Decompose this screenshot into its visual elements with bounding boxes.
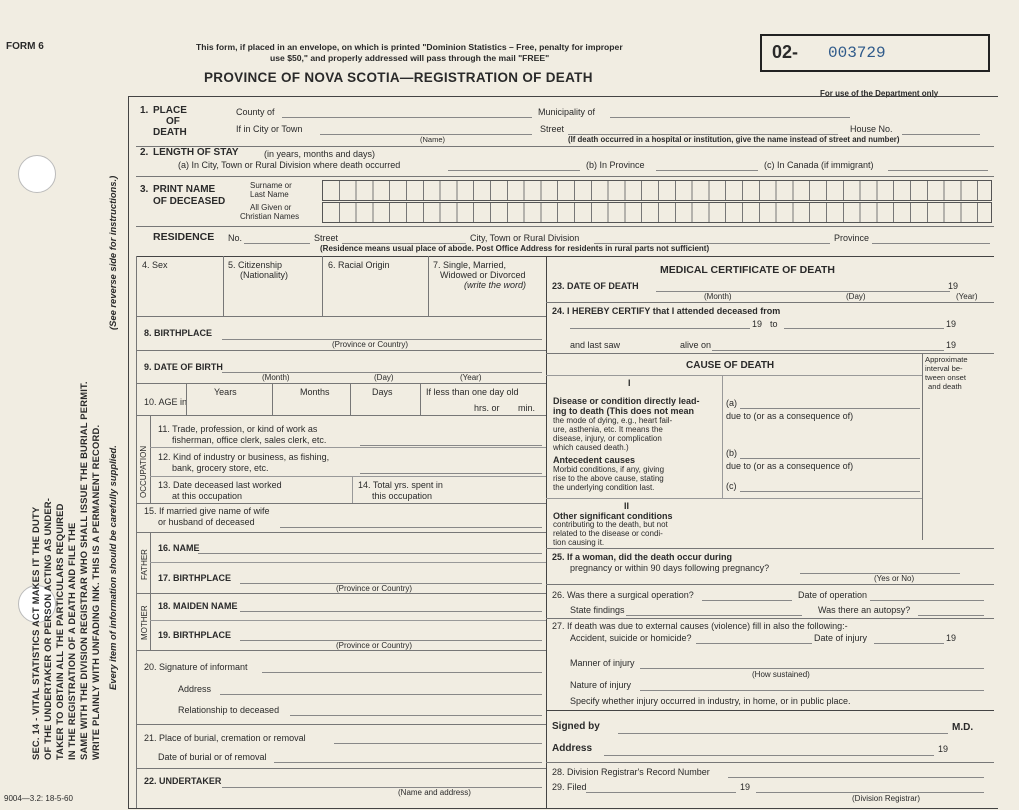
injury-date-label: Date of injury bbox=[814, 633, 868, 643]
physician-address-year: 19 bbox=[938, 744, 949, 754]
disease-label-2: ing to death (This does not mean bbox=[553, 406, 695, 416]
antecedent-label-2: Morbid conditions, if any, giving bbox=[553, 465, 665, 474]
cause-c-label: (c) bbox=[726, 481, 737, 491]
house-no-label: House No. bbox=[850, 124, 893, 134]
signed-by-label: Signed by bbox=[552, 721, 600, 732]
dod-year-caption: (Year) bbox=[956, 292, 978, 301]
other-label-2: contributing to the death, but not bbox=[553, 520, 668, 529]
other-label-3: related to the disease or condi- bbox=[553, 529, 663, 538]
trade-label-1: 11. Trade, profession, or kind of work as bbox=[158, 424, 318, 434]
place-label-3: DEATH bbox=[153, 127, 187, 138]
form-label: FORM 6 bbox=[6, 41, 44, 52]
registration-number: 003729 bbox=[828, 44, 886, 62]
father-name-label: 16. NAME bbox=[158, 543, 200, 553]
residence-city-label: City, Town or Rural Division bbox=[470, 233, 580, 243]
given-label-2: Christian Names bbox=[240, 212, 300, 221]
mother-label: MOTHER bbox=[140, 605, 149, 640]
state-findings-label: State findings bbox=[570, 605, 625, 615]
age-years-label: Years bbox=[214, 387, 237, 397]
dob-label: 9. DATE OF BIRTH bbox=[144, 362, 223, 372]
department-use: For use of the Department only bbox=[820, 89, 939, 98]
hrs-label: hrs. or bbox=[474, 403, 500, 413]
sex-label: 4. Sex bbox=[142, 260, 168, 270]
roman-two: II bbox=[624, 501, 630, 511]
other-label-1: Other significant conditions bbox=[553, 511, 673, 521]
undertaker-caption: (Name and address) bbox=[398, 788, 471, 797]
woman-label-2: pregnancy or within 90 days following pregnancy? bbox=[570, 563, 770, 573]
envelope-note-2: use $50," and properly addressed will pass through the mail "FREE" bbox=[270, 53, 550, 63]
injury-year-prefix: 19 bbox=[946, 633, 957, 643]
birthplace-label: 8. BIRTHPLACE bbox=[144, 328, 213, 338]
trade-label-2: fisherman, office clerk, sales clerk, etc. bbox=[172, 435, 327, 445]
place-num: 1. bbox=[140, 105, 149, 116]
total-years-label-1: 14. Total yrs. spent in bbox=[358, 480, 443, 490]
dob-day-caption: (Day) bbox=[374, 373, 394, 382]
age-label: 10. AGE in bbox=[144, 397, 188, 407]
division-registrar-caption: (Division Registrar) bbox=[852, 794, 921, 803]
yes-no-caption: (Yes or No) bbox=[874, 574, 915, 583]
surname-label-2: Last Name bbox=[250, 190, 289, 199]
mother-birthplace-label: 19. BIRTHPLACE bbox=[158, 630, 232, 640]
residence-street-label: Street bbox=[314, 233, 339, 243]
envelope-note-1: This form, if placed in an envelope, on which is printed "Dominion Statistics – Free, penalty for improper bbox=[196, 42, 623, 52]
last-worked-label-2: at this occupation bbox=[172, 491, 243, 501]
stay-a-label: (a) In City, Town or Rural Division where death occurred bbox=[178, 160, 401, 170]
dod-month-caption: (Month) bbox=[704, 292, 732, 301]
interval-label-4: and death bbox=[928, 382, 962, 391]
last-saw-year: 19 bbox=[946, 340, 957, 350]
hospital-note: (If death occurred in a hospital or institution, give the name instead of street and number) bbox=[568, 135, 900, 144]
industry-label-1: 12. Kind of industry or business, as fishing, bbox=[158, 452, 330, 462]
city-town-label: If in City or Town bbox=[236, 124, 303, 134]
total-years-label-2: this occupation bbox=[372, 491, 433, 501]
maiden-name-label: 18. MAIDEN NAME bbox=[158, 601, 238, 611]
cause-a-label: (a) bbox=[726, 398, 737, 408]
father-birthplace-label: 17. BIRTHPLACE bbox=[158, 573, 232, 583]
wife-label-1: 15. If married give name of wife bbox=[144, 506, 270, 516]
md-label: M.D. bbox=[952, 722, 974, 733]
registration-number-box bbox=[760, 34, 990, 72]
residence-province-label: Province bbox=[834, 233, 870, 243]
marital-label-2: Widowed or Divorced bbox=[440, 270, 526, 280]
wife-label-2: or husband of deceased bbox=[158, 517, 255, 527]
autopsy-label: Was there an autopsy? bbox=[818, 605, 911, 615]
disease-label-4: ure, asthenia, etc. It means the bbox=[553, 425, 663, 434]
racial-origin-label: 6. Racial Origin bbox=[328, 260, 390, 270]
record-number-label: 28. Division Registrar's Record Number bbox=[552, 767, 710, 777]
mother-birthplace-caption: (Province or Country) bbox=[336, 641, 413, 650]
side-instruction-3: TAKER TO OBTAIN ALL THE PARTICULARS REQUIRED bbox=[54, 503, 65, 760]
registration-prefix: 02- bbox=[772, 42, 799, 62]
min-label: min. bbox=[518, 403, 536, 413]
certify-year-to: 19 bbox=[946, 319, 957, 329]
due-to-a-label: due to (or as a consequence of) bbox=[726, 411, 854, 421]
certify-label: 24. I HEREBY CERTIFY that I attended deceased from bbox=[552, 306, 781, 316]
birthplace-caption: (Province or Country) bbox=[332, 340, 409, 349]
marital-label-1: 7. Single, Married, bbox=[433, 260, 507, 270]
interval-label-3: tween onset bbox=[925, 373, 966, 382]
last-worked-label-1: 13. Date deceased last worked bbox=[158, 480, 282, 490]
antecedent-label-4: the underlying condition last. bbox=[553, 483, 655, 492]
residence-label: RESIDENCE bbox=[153, 231, 215, 243]
father-label: FATHER bbox=[140, 549, 149, 580]
date-of-death-label: 23. DATE OF DEATH bbox=[552, 281, 639, 291]
citizenship-label: 5. Citizenship bbox=[228, 260, 283, 270]
side-note-reverse: (See reverse side for instructions.) bbox=[107, 175, 118, 330]
print-label-2: OF DECEASED bbox=[153, 196, 226, 207]
burial-date-label: Date of burial or of removal bbox=[158, 752, 267, 762]
age-days-label: Days bbox=[372, 387, 393, 397]
residence-no-label: No. bbox=[228, 233, 243, 243]
undertaker-label: 22. UNDERTAKER bbox=[144, 776, 222, 786]
interval-label-1: Approximate bbox=[925, 355, 968, 364]
punch-hole-top bbox=[18, 155, 56, 193]
certify-year-from: 19 bbox=[752, 319, 763, 329]
footer-code: 9004—3.2: 18-5-60 bbox=[4, 794, 73, 803]
dod-year-prefix: 19 bbox=[948, 281, 959, 291]
stay-c-label: (c) In Canada (if immigrant) bbox=[764, 160, 874, 170]
interval-label-2: interval be- bbox=[925, 364, 963, 373]
disease-label-6: which caused death.) bbox=[553, 443, 629, 452]
surgery-label: 26. Was there a surgical operation? bbox=[552, 590, 694, 600]
alive-on-label: alive on bbox=[680, 340, 712, 350]
side-instruction-2: OF THE UNDERTAKER OR PERSON ACTING AS UNDER- bbox=[42, 497, 53, 760]
stay-label: LENGTH OF STAY bbox=[153, 147, 239, 158]
due-to-b-label: due to (or as a consequence of) bbox=[726, 461, 854, 471]
side-instruction-6: WRITE PLAINLY WITH UNFADING INK. THIS IS A PERMANENT RECORD. bbox=[90, 424, 101, 760]
side-instruction-4: IN THE REGISTRATION OF A DEATH AND FILE THE bbox=[66, 522, 77, 760]
given-name-boxes bbox=[322, 202, 992, 223]
municipality-label: Municipality of bbox=[538, 107, 596, 117]
nature-label: Nature of injury bbox=[570, 680, 632, 690]
filed-year-prefix: 19 bbox=[740, 782, 751, 792]
informant-address-label: Address bbox=[178, 684, 212, 694]
accident-label: Accident, suicide or homicide? bbox=[570, 633, 692, 643]
stay-num: 2. bbox=[140, 147, 149, 158]
cause-b-label: (b) bbox=[726, 448, 737, 458]
disease-label-5: disease, injury, or complication bbox=[553, 434, 662, 443]
dob-year-caption: (Year) bbox=[460, 373, 482, 382]
disease-label-3: the mode of dying, e.g., heart fail- bbox=[553, 416, 673, 425]
last-saw-label: and last saw bbox=[570, 340, 621, 350]
surname-label-1: Surname or bbox=[250, 181, 292, 190]
stay-b-label: (b) In Province bbox=[586, 160, 645, 170]
antecedent-label-1: Antecedent causes bbox=[553, 455, 636, 465]
physician-address-label: Address bbox=[552, 743, 593, 754]
side-note-information: Every item of information should be carefully supplied. bbox=[107, 445, 118, 690]
print-num: 3. bbox=[140, 184, 149, 195]
occupation-label: OCCUPATION bbox=[139, 445, 148, 498]
specify-label: Specify whether injury occurred in industry, in home, or in public place. bbox=[570, 696, 851, 706]
given-label-1: All Given or bbox=[250, 203, 292, 212]
print-label-1: PRINT NAME bbox=[153, 184, 216, 195]
filed-label: 29. Filed bbox=[552, 782, 587, 792]
marital-label-3: (write the word) bbox=[464, 280, 527, 290]
certify-to: to bbox=[770, 319, 778, 329]
residence-note: (Residence means usual place of abode. Post Office Address for residents in rural parts not sufficient) bbox=[320, 244, 710, 253]
manner-label: Manner of injury bbox=[570, 658, 635, 668]
woman-label-1: 25. If a woman, did the death occur during bbox=[552, 552, 733, 562]
operation-date-label: Date of operation bbox=[798, 590, 868, 600]
other-label-4: tion causing it. bbox=[553, 538, 605, 547]
form-title: PROVINCE OF NOVA SCOTIA—REGISTRATION OF DEATH bbox=[204, 70, 593, 85]
stay-units: (in years, months and days) bbox=[264, 149, 376, 159]
external-causes-label: 27. If death was due to external causes (violence) fill in also the following:- bbox=[552, 621, 848, 631]
cause-of-death-title: CAUSE OF DEATH bbox=[686, 360, 775, 371]
disease-label-1: Disease or condition directly lead- bbox=[553, 396, 700, 406]
place-label-1: PLACE bbox=[153, 105, 187, 116]
age-months-label: Months bbox=[300, 387, 330, 397]
street-label: Street bbox=[540, 124, 565, 134]
citizenship-sublabel: (Nationality) bbox=[240, 270, 289, 280]
side-instruction-5: SAME WITH THE DIVISION REGISTRAR WHO SHALL ISSUE THE BURIAL PERMIT. bbox=[78, 381, 89, 760]
name-caption: (Name) bbox=[420, 135, 446, 144]
antecedent-label-3: rise to the above cause, stating bbox=[553, 474, 664, 483]
surname-boxes bbox=[322, 180, 992, 201]
roman-one: I bbox=[628, 378, 631, 388]
father-birthplace-caption: (Province or Country) bbox=[336, 584, 413, 593]
burial-place-label: 21. Place of burial, cremation or removal bbox=[144, 733, 306, 743]
relationship-label: Relationship to deceased bbox=[178, 705, 280, 715]
place-label-2: OF bbox=[166, 116, 180, 127]
dob-month-caption: (Month) bbox=[262, 373, 290, 382]
county-label: County of bbox=[236, 107, 275, 117]
medical-certificate-title: MEDICAL CERTIFICATE OF DEATH bbox=[660, 264, 835, 276]
informant-signature-label: 20. Signature of informant bbox=[144, 662, 248, 672]
industry-label-2: bank, grocery store, etc. bbox=[172, 463, 269, 473]
side-instruction-1: SEC. 14 - VITAL STATISTICS ACT MAKES IT THE DUTY bbox=[30, 506, 41, 760]
dod-day-caption: (Day) bbox=[846, 292, 866, 301]
less-than-day-label: If less than one day old bbox=[426, 387, 519, 397]
how-sustained-caption: (How sustained) bbox=[752, 670, 810, 679]
